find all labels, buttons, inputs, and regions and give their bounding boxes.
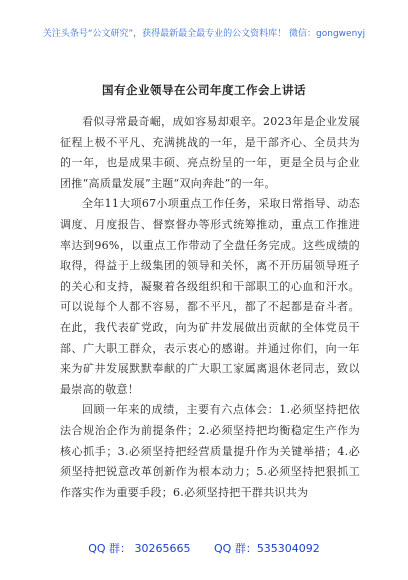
header-banner: 关注头条号“公文研究”，获得最新最全最专业的公文资料库！ 微信：gongwenyj: [42, 29, 366, 39]
document-title: 国有企业领导在公司年度工作会上讲话: [102, 83, 306, 97]
paragraph-1: 看似寻常最奇崛，成如容易却艰辛。2023年是企业发展征程上极不平凡、充满挑战的一年，是干部齐心、全员共为的一年，也是成果丰硕、亮点纷呈的一年，更是全员与企业团推“高质量发展”主题“双向奔赴”的一年。: [60, 115, 360, 190]
paragraph-3: 回顾一年来的成绩，主要有六点体会：1.必须坚持把依法合规治企作为前提条件；2.必须坚持把均衡稳定生产作为核心抓手；3.必须坚持把经营质量提升作为关键举措；4.必须坚持把锐意改革创新作为根本动力；5.必须坚持把狠抓工作落实作为重要手段；6.必须坚持把干群共识共为: [60, 403, 360, 499]
document-body: [60, 112, 360, 503]
footer: [0, 540, 408, 556]
paragraph-2: 全年11大项67小项重点工作任务，采取日常指导、动态调度、月度报告、督察督办等形式统筹推动，重点工作推进率达到96%，以重点工作带动了全盘任务完成。这些成绩的取得，得益于上级集团的领导和关怀，离不开历届领导班子的关心和支持，凝聚着各级组织和干部职工的心血和汗水。可以说每个人都不容易，都不平凡，都了不起都是奋斗者。在此，我代表矿党政，向为矿井发展做出贡献的全体党员干部、广大职工群众，表示衷心的感谢。并通过你们，向一年来为矿井发展默默奉献的广大职工家属离退休老同志，致以最崇高的敬意！: [60, 197, 360, 396]
footer-qq-group-2: QQ 群：535304092: [214, 542, 320, 555]
footer-qq-group-1: QQ 群： 30265665: [88, 542, 191, 555]
